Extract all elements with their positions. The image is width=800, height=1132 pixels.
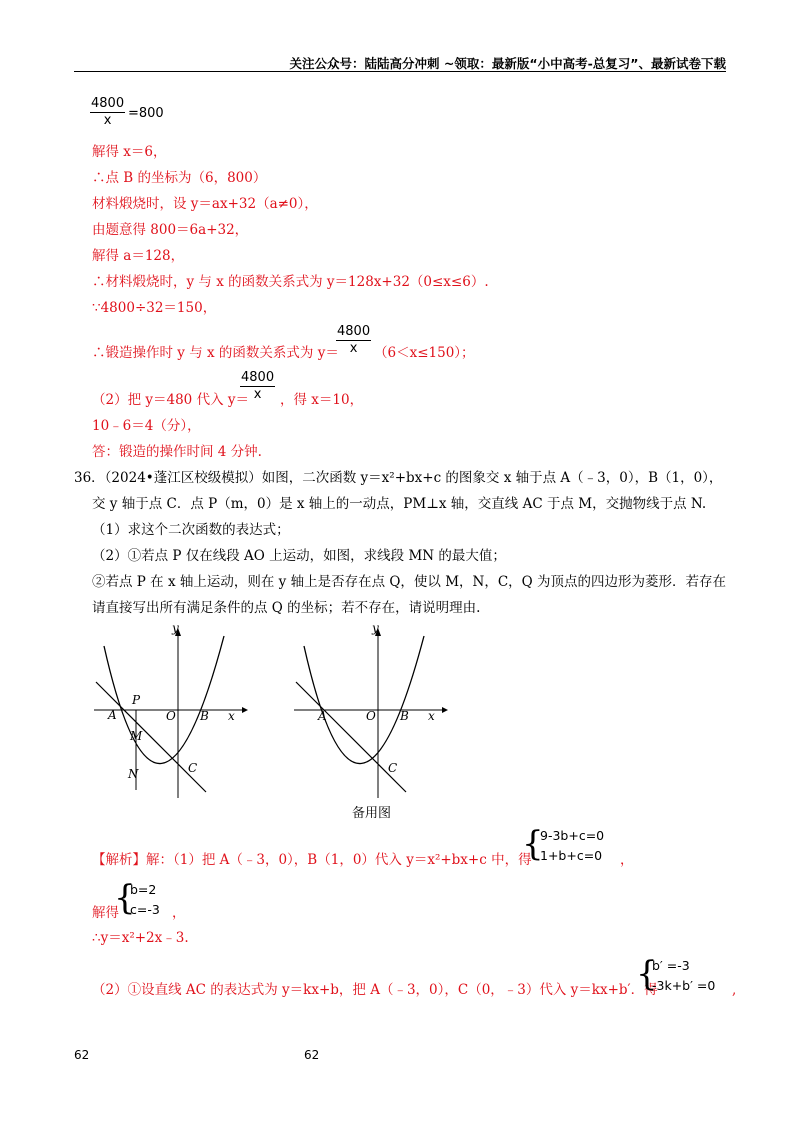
system-row: -3k+b′ =0: [652, 978, 716, 993]
fraction-equation-tail: =800: [128, 106, 164, 121]
label-o: O: [366, 709, 376, 723]
system-row: b=2: [130, 882, 157, 897]
label-x: x: [428, 709, 435, 723]
solution-line-1: 解得 x＝6，: [92, 144, 167, 160]
problem-line-2: 交 y 轴于点 C．点 P（m，0）是 x 轴上的一动点，PM⊥x 轴，交直线 AC 于点 M，交抛物线于点 N.: [92, 496, 707, 512]
system-row: 1+b+c=0: [540, 848, 603, 863]
label-p: P: [132, 693, 141, 707]
fraction-numerator: 4800: [241, 370, 275, 385]
line-ac: [96, 682, 206, 792]
solution-line-9b: ，得 x＝10，: [280, 392, 364, 408]
fraction-numerator: 4800: [91, 96, 125, 111]
header-rule: [74, 71, 726, 72]
fraction-4800-over-x: [336, 324, 371, 357]
fraction-denominator: x: [253, 387, 262, 402]
solution-line-4: 由题意得 800＝6a+32，: [92, 222, 249, 238]
fraction-numerator: 4800: [337, 324, 371, 339]
system-3-tail: ,: [732, 982, 737, 998]
label-c: C: [188, 761, 198, 775]
solution-line-2: ∴点 B 的坐标为（6，800）: [92, 170, 267, 186]
system-row: b′ =-3: [652, 958, 690, 973]
label-b: B: [200, 709, 209, 723]
solution-step-2: 解得: [92, 905, 119, 921]
solution-line-8a: ∴锻造操作时 y 与 x 的函数关系式为 y＝: [92, 345, 339, 361]
system-row: c=-3: [130, 902, 160, 917]
label-a: A: [318, 709, 327, 723]
page-header: 关注公众号：陆陆高分冲刺 ~领取：最新版“小中高考-总复习”、最新试卷下载: [289, 56, 726, 71]
brace-symbol: {: [636, 954, 658, 994]
fraction-4800-over-x: [240, 370, 275, 403]
equation-system-3: [652, 956, 715, 996]
brace-symbol: {: [114, 878, 136, 918]
figure-caption: 备用图: [352, 806, 392, 821]
equation-system-2: [130, 880, 160, 920]
solution-line-9a: （2）把 y＝480 代入 y＝: [92, 392, 249, 408]
problem-line-4: （2）①若点 P 仅在线段 AO 上运动，如图，求线段 MN 的最大值；: [92, 548, 506, 564]
label-n: N: [128, 767, 139, 781]
brace-symbol: {: [522, 824, 544, 864]
solution-line-10: 10﹣6＝4（分），: [92, 418, 201, 434]
solution-step-3: ∴y＝x²+2x﹣3.: [92, 930, 189, 946]
solution-line-8b: （6＜x≤150）；: [374, 345, 475, 361]
system-2-tail: ，: [172, 905, 186, 921]
problem-line-6: 请直接写出所有满足条件的点 Q 的坐标；若不存在，请说明理由.: [92, 600, 481, 616]
problem-line-3: （1）求这个二次函数的表达式；: [92, 522, 290, 538]
system-1-tail: ，: [620, 852, 634, 868]
page-number-center: 62: [304, 1048, 320, 1062]
fraction-4800-over-x: [90, 96, 125, 129]
label-b: B: [400, 709, 409, 723]
parabola-curve: [104, 636, 224, 764]
parabola-figure-backup: [290, 622, 450, 802]
label-x: x: [228, 709, 235, 723]
label-c: C: [388, 761, 398, 775]
x-axis-arrow: [242, 707, 248, 713]
problem-line-5: ②若点 P 在 x 轴上运动，则在 y 轴上是否存在点 Q，使以 M，N，C，Q 为顶点的四边形为菱形．若存在: [92, 574, 727, 590]
line-ac: [296, 682, 406, 792]
x-axis-arrow: [442, 707, 448, 713]
solution-line-11: 答：锻造的操作时间 4 分钟.: [92, 444, 262, 460]
solution-line-3: 材料煅烧时，设 y＝ax+32（a≠0），: [92, 196, 318, 212]
label-y: y: [172, 622, 179, 635]
solution-step-1: 【解析】解：（1）把 A（﹣3，0），B（1，0）代入 y＝x²+bx+c 中，得: [92, 852, 532, 868]
fraction-denominator: x: [103, 113, 112, 128]
solution-line-6: ∴材料煅烧时，y 与 x 的函数关系式为 y＝128x+32（0≤x≤6）.: [92, 274, 489, 290]
fraction-denominator: x: [349, 341, 358, 356]
label-o: O: [166, 709, 176, 723]
system-row: 9-3b+c=0: [540, 828, 605, 843]
label-y: y: [372, 622, 379, 635]
problem-line-1: 36．（2024•蓬江区校级模拟）如图，二次函数 y＝x²+bx+c 的图象交 x 轴于点 A（﹣3，0），B（1，0），: [74, 470, 723, 486]
solution-line-5: 解得 a＝128，: [92, 248, 185, 264]
parabola-figure-main: [90, 622, 250, 802]
solution-step-4: （2）①设直线 AC 的表达式为 y＝kx+b，把 A（﹣3，0），C（0，﹣3）代入 y＝kx+b′．得: [92, 982, 658, 998]
equation-system-1: [540, 826, 604, 866]
solution-line-7: ∵4800÷32＝150，: [92, 300, 217, 316]
label-a: A: [108, 708, 117, 722]
page-number-left: 62: [74, 1048, 90, 1062]
parabola-curve: [304, 636, 424, 764]
label-m: M: [130, 729, 143, 743]
